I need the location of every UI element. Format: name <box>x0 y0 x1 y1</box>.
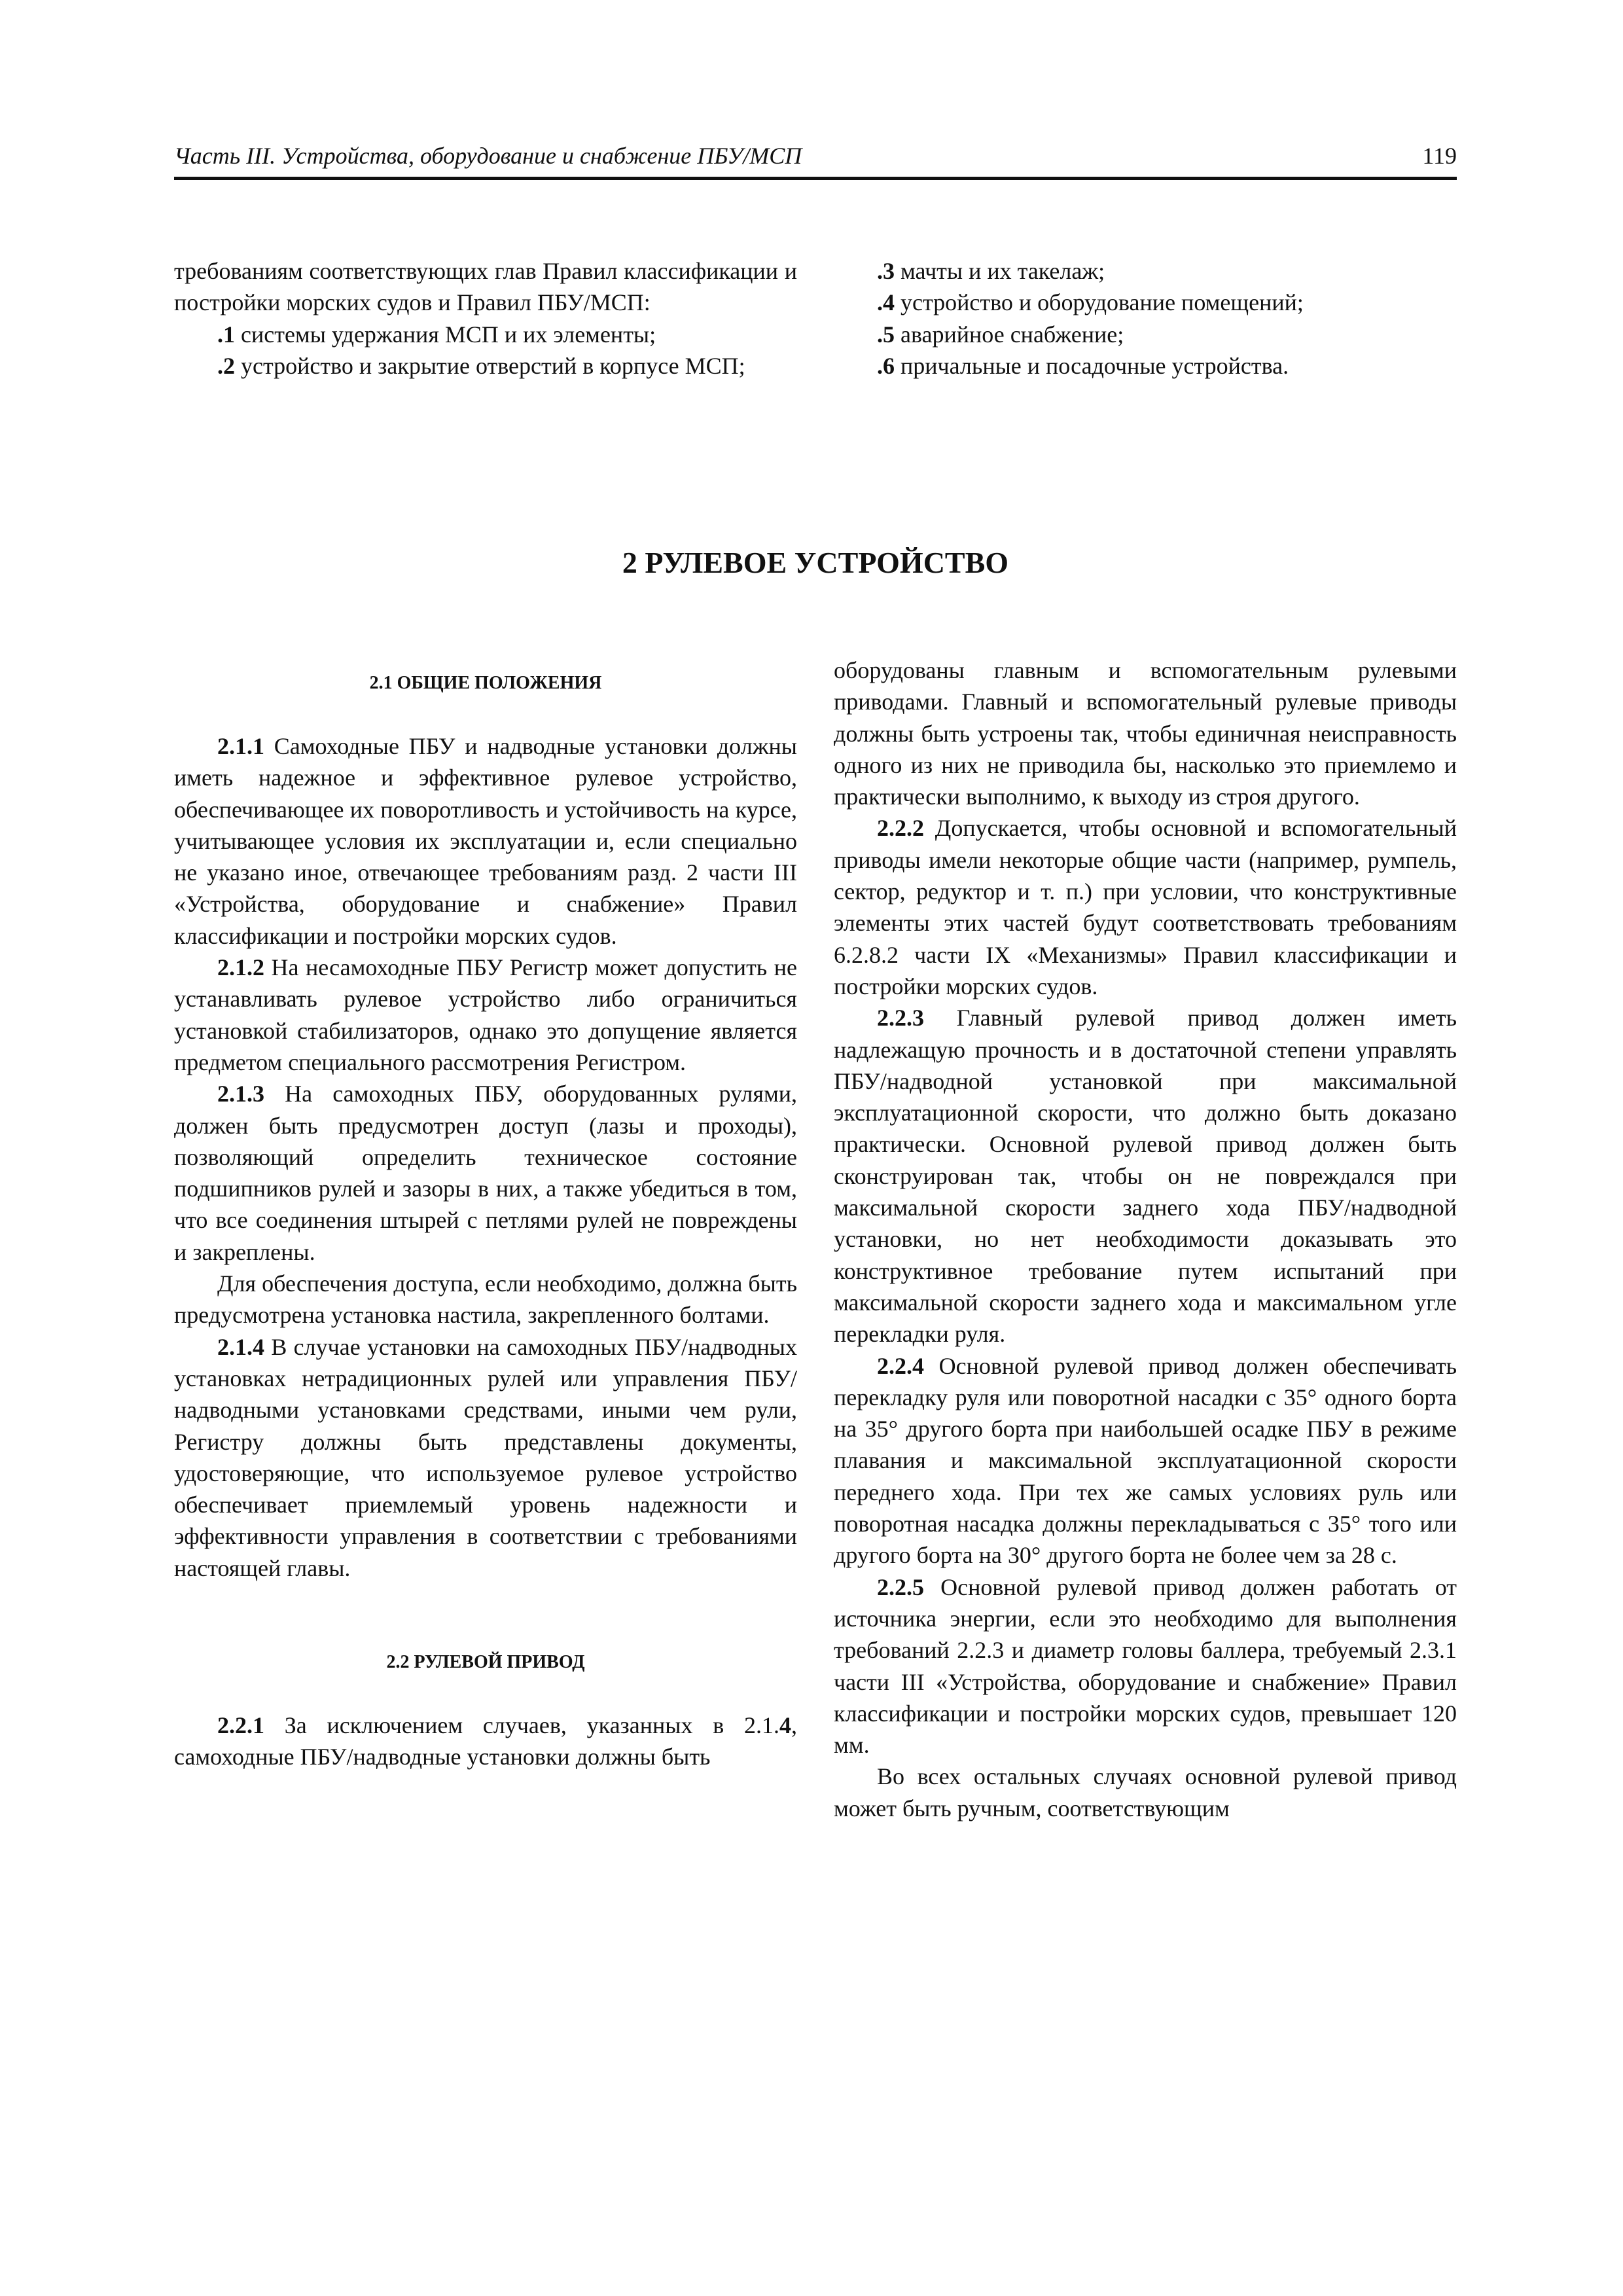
list-item: .3 мачты и их такелаж; <box>877 258 1105 284</box>
paragraph-2-2-5-continued: Во всех остальных случаях основной рулевой привод может быть ручным, соответствующим <box>834 1763 1457 1821</box>
page-number: 119 <box>1422 143 1457 169</box>
subsection-heading: 2.2 РУЛЕВОЙ ПРИВОД <box>386 1652 585 1673</box>
list-item: .6 причальные и посадочные устройства. <box>877 352 1289 379</box>
paragraph-2-1-2: 2.1.2 На несамоходные ПБУ Регистр может допустить не устанавливать рулевое устройство либо ограничиться установкой стабилизаторов, однако это допущение является предметом специального рассмотрения Регистром. <box>174 954 797 1075</box>
intro-right-column <box>834 255 1457 382</box>
running-header <box>174 139 1457 173</box>
spacer <box>174 1615 797 1647</box>
header-title: Часть III. Устройства, оборудование и снабжение ПБУ/МСП <box>174 143 802 169</box>
paragraph-2-1-1: 2.1.1 Самоходные ПБУ и надводные установки должны иметь надежное и эффективное рулевое устройство, обеспечивающее их поворотливость и устойчивость на курсе, учитывающее условия их эксплуатации и, если специально не указано иное, отвечающее требованиям разд. 2 части III «Устройства, оборудование и снабжение» Правил классификации и постройки морских судов. <box>174 733 797 949</box>
spacer <box>174 1678 797 1710</box>
spacer <box>174 699 797 730</box>
paragraph-2-1-3: 2.1.3 На самоходных ПБУ, оборудованных рулями, должен быть предусмотрен доступ (лазы и проходы), позволяющий определить техническое состояние подшипников рулей и зазоры в них, а также убедиться в том, что все соединения штырей с петлями рулей не повреждены и закреплены. <box>174 1081 797 1265</box>
section-title: 2 РУЛЕВОЕ УСТРОЙСТВО <box>622 546 1009 579</box>
spacer <box>174 1584 797 1615</box>
intro-paragraph: требованиям соответствующих глав Правил классификации и постройки морских судов и Правил ПБУ/МСП: <box>174 258 797 316</box>
intro-left-column <box>174 255 797 382</box>
main-left-column <box>174 668 797 1773</box>
paragraph-2-2-5: 2.2.5 Основной рулевой привод должен работать от источника энергии, если это необходимо для выполнения требований 2.2.3 и диаметр головы баллера, требуемый 2.3.1 части III «Устройства, оборудование и снабжение» Правил классификации и постройки морских судов, превышает 120 мм. <box>834 1573 1457 1759</box>
paragraph-2-1-4: 2.1.4 В случае установки на самоходных ПБУ/надводных установках нетрадиционных рулей или управления ПБУ/надводными установками средствами, иными чем рули, Регистру должны быть представлены документы, удостоверяющие, что используемое рулевое устройство обеспечивает приемлемый уровень надежности и эффективности управления в соответствии с требованиями настоящей главы. <box>174 1333 797 1581</box>
list-item: .2 устройство и закрытие отверстий в корпусе МСП; <box>217 352 745 379</box>
paragraph-2-2-1: 2.2.1 За исключением случаев, указанных в 2.1.4, самоходные ПБУ/надводные установки должны быть <box>174 1712 797 1770</box>
header-rule <box>174 177 1457 180</box>
paragraph-2-2-1-continued: оборудованы главным и вспомогательным рулевыми приводами. Главный и вспомогательный рулевые приводы должны быть устроены так, чтобы единичная неисправность одного из них не приводила бы, насколько это приемлемо и практически выполнимо, к выходу из строя другого. <box>834 657 1457 810</box>
list-item: .5 аварийное снабжение; <box>877 321 1124 348</box>
subsection-heading: 2.1 ОБЩИЕ ПОЛОЖЕНИЯ <box>369 673 602 693</box>
paragraph-2-2-3: 2.2.3 Главный рулевой привод должен иметь надлежащую прочность и в достаточной степени управлять ПБУ/надводной установкой при максимальной эксплуатационной скорости, что должно быть доказано практически. Основной рулевой привод должен быть сконструирован так, чтобы он не повреждался при максимальной скорости заднего хода ПБУ/надводной установки, но нет необходимости доказывать это конструктивное требование путем испытаний при максимальной скорости заднего хода и максимальном угле перекладки руля. <box>834 1005 1457 1348</box>
paragraph-2-1-3-continued: Для обеспечения доступа, если необходимо, должна быть предусмотрена установка настила, закрепленного болтами. <box>174 1270 797 1329</box>
list-item: .4 устройство и оборудование помещений; <box>877 289 1304 316</box>
main-right-column <box>834 655 1457 1824</box>
list-item: .1 системы удержания МСП и их элементы; <box>217 321 656 348</box>
paragraph-2-2-4: 2.2.4 Основной рулевой привод должен обеспечивать перекладку руля или поворотной насадки с 35° одного борта на 35° другого борта при наибольшей осадке ПБУ в режиме плавания и максимальной эксплуатационной скорости переднего хода. При тех же самых условиях руль или поворотная насадка должны перекладываться с 35° того или другого борта на 30° другого борта не более чем за 28 с. <box>834 1352 1457 1569</box>
paragraph-2-2-2: 2.2.2 Допускается, чтобы основной и вспомогательный приводы имели некоторые общие части (например, румпель, сектор, редуктор и т. п.) при условии, что конструктивные элементы этих частей будут соответствовать требованиям 6.2.8.2 части IX «Механизмы» Правил классификации и постройки морских судов. <box>834 815 1457 999</box>
